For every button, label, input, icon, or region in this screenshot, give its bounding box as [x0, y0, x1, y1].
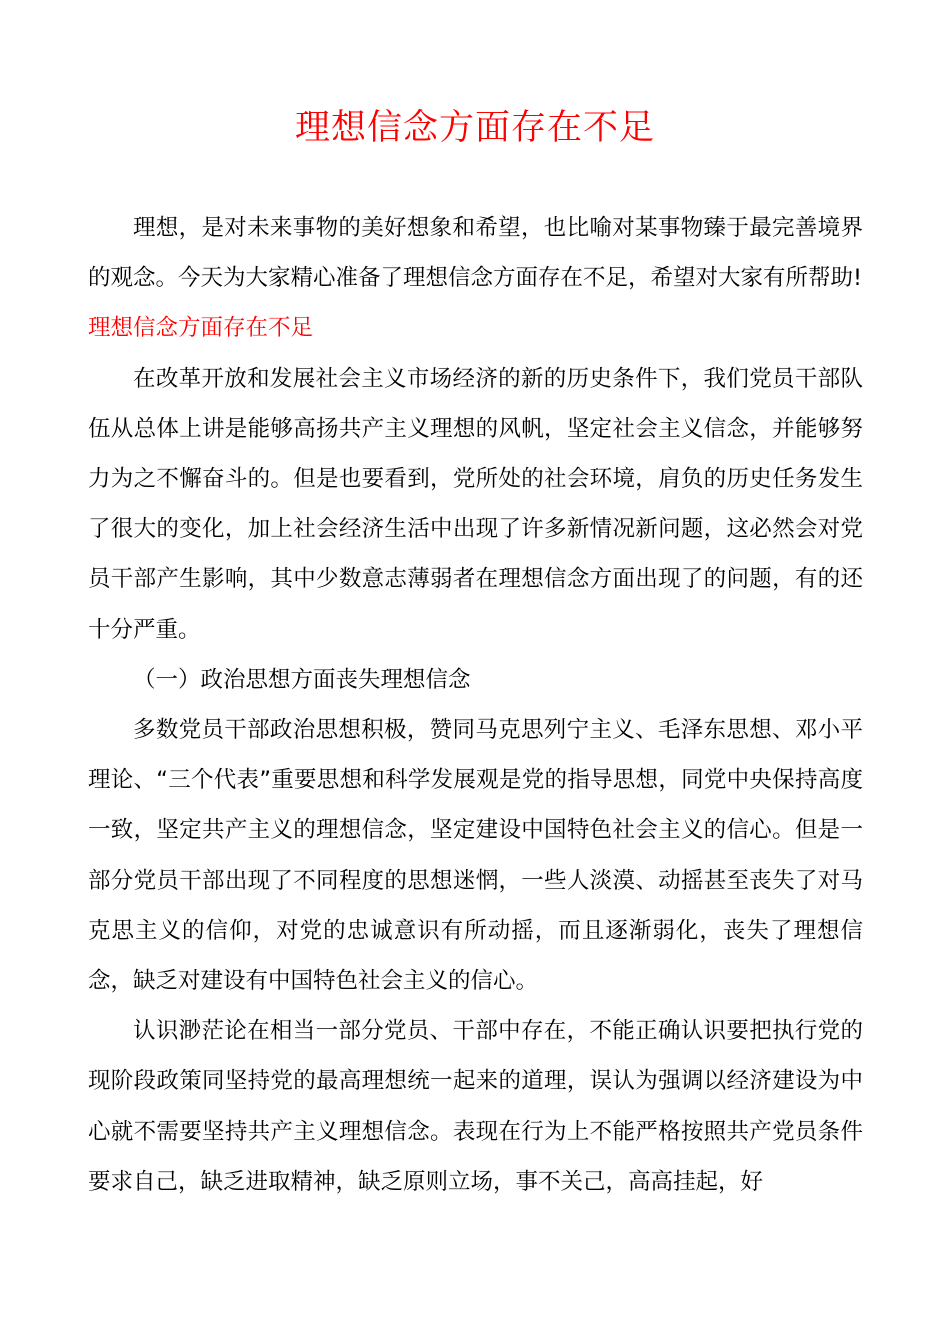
- subheading-political-thought: （一）政治思想方面丧失理想信念: [133, 666, 471, 693]
- section-heading: 理想信念方面存在不足: [88, 315, 314, 342]
- document-title: 理想信念方面存在不足: [294, 108, 655, 148]
- intro-paragraph: 理想，是对未来事物的美好想象和希望，也比喻对某事物臻于最完善境界的观念。今天为大家精心准备了理想信念方面存在不足，希望对大家有所帮助!: [88, 215, 863, 292]
- body-paragraph-3: 认识渺茫论在相当一部分党员、干部中存在，不能正确认识要把执行党的现阶段政策同坚持党的最高理想统一起来的道理，误认为强调以经济建设为中心就不需要坚持共产主义理想信念。表现在行为上不能严格按照共产党员条件要求自己，缺乏进取精神，缺乏原则立场，事不关己，高高挂起，好: [88, 1018, 863, 1195]
- body-paragraph-1: 在改革开放和发展社会主义市场经济的新的历史条件下，我们党员干部队伍从总体上讲是能够高扬共产主义理想的风帆，坚定社会主义信念，并能够努力为之不懈奋斗的。但是也要看到，党所处的社会环境，肩负的历史任务发生了很大的变化，加上社会经济生活中出现了许多新情况新问题，这必然会对党员干部产生影响，其中少数意志薄弱者在理想信念方面出现了的问题，有的还十分严重。: [88, 365, 863, 643]
- document-body: [88, 203, 863, 1207]
- body-paragraph-2: 多数党员干部政治思想积极，赞同马克思列宁主义、毛泽东思想、邓小平理论、“三个代表”重要思想和科学发展观是党的指导思想，同党中央保持高度一致，坚定共产主义的理想信念，坚定建设中国特色社会主义的信心。但是一部分党员干部出现了不同程度的思想迷惘，一些人淡漠、动摇甚至丧失了对马克思主义的信仰，对党的忠诚意识有所动摇，而且逐渐弱化，丧失了理想信念，缺乏对建设有中国特色社会主义的信心。: [88, 717, 863, 995]
